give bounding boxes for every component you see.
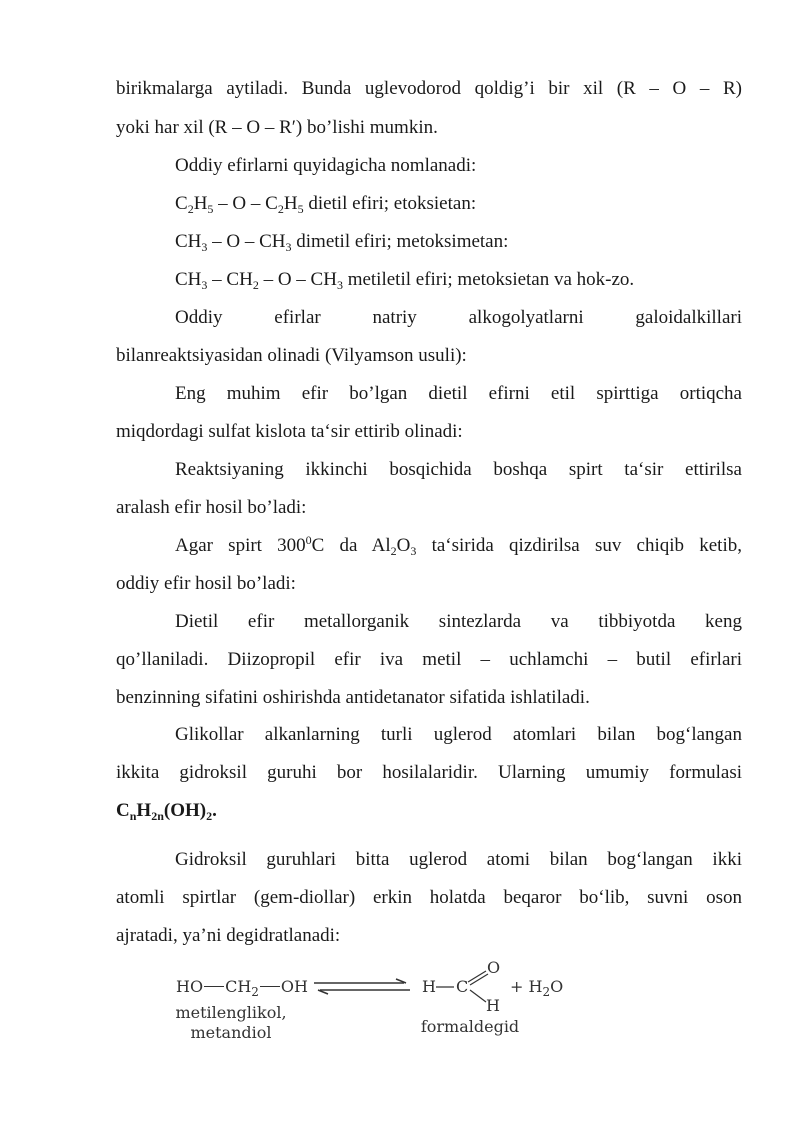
paragraph-line: benzinning sifatini oshirishda antidetanator sifatida ishlatiladi.: [116, 687, 590, 708]
example-diethyl-ether: $C_2H_5$ – O – $C_2H_5$ dietil efiri; etoksietan:: [175, 193, 477, 216]
paragraph-line: miqdordagi sulfat kislota ta‘sir ettirib olinadi:: [116, 421, 463, 442]
formaldehyde-carbon: C: [456, 977, 469, 996]
paragraph-line: Oddiy efirlarni quyidagicha nomlanadi:: [175, 155, 477, 176]
paragraph-line: ajratadi, ya’ni degidratlanadi:: [116, 925, 341, 946]
paragraph-line: Dietil efir metallorganik sintezlarda va tibbiyotda keng: [175, 611, 742, 632]
paragraph-line: Eng muhim efir bo’lgan dietil efirni etil spirttiga ortiqcha: [175, 383, 742, 404]
equilibrium-arrow-icon: [312, 978, 412, 998]
reaction-right-label: formaldegid: [420, 1017, 520, 1036]
paragraph-line: yoki har xil (R – O – R′) bo’lishi mumkin.: [116, 117, 438, 138]
bond-line-icon: [436, 982, 456, 992]
paragraph-line: oddiy efir hosil bo’ladi:: [116, 573, 296, 594]
paragraph-line: ikkita gidroksil guruhi bor hosilalaridir. Ularning umumiy formulasi: [116, 762, 742, 783]
formaldehyde-h-left: H: [422, 977, 436, 996]
example-dimethyl-ether: $CH_3$ – O – $CH_3$ dimetil efiri; metoksimetan:: [175, 231, 509, 254]
reaction-left-formula: HO $CH_2$ OH: [176, 977, 308, 999]
paragraph-line: Reaktsiyaning ikkinchi bosqichida boshqa spirt ta‘sir ettirilsa: [175, 459, 742, 480]
water-product: + $H_2O$: [510, 977, 564, 999]
paragraph-line: Oddiy efirlar natriy alkogolyatlarni galoidalkillari: [175, 307, 742, 328]
paragraph-line: Agar spirt $300^0C$ da $Al_2O_3$ ta‘sirida qizdirilsa suv chiqib ketib,: [175, 533, 742, 558]
paragraph-line: bilanreaktsiyasidan olinadi (Vilyamson usuli):: [116, 345, 467, 366]
paragraph-line: qo’llaniladi. Diizopropil efir iva metil – uchlamchi – butil efirlari: [116, 649, 742, 670]
reaction-left-label: metilenglikol, metandiol: [175, 1003, 287, 1042]
paragraph-line: Gidroksil guruhlari bitta uglerod atomi bilan bog‘langan ikki: [175, 849, 742, 870]
formaldehyde-oxygen: O: [487, 958, 501, 977]
paragraph-line: atomli spirtlar (gem-diollar) erkin holatda beqaror bo‘lib, suvni oson: [116, 887, 742, 908]
paragraph-line: Glikollar alkanlarning turli uglerod atomlari bilan bog‘langan: [175, 724, 742, 745]
paragraph-line: birikmalarga aytiladi. Bunda uglevodorod qoldig’i bir xil (R – O – R): [116, 78, 742, 99]
glycol-general-formula: $C_nH_{2n}(OH)_2$.: [116, 800, 217, 823]
paragraph-line: aralash efir hosil bo’ladi:: [116, 497, 307, 518]
example-methylethyl-ether: $CH_3 - CH_2$ – O – $CH_3$ metiletil efiri; metoksietan va hok-zo.: [175, 269, 635, 292]
formaldehyde-h-bottom: H: [486, 996, 500, 1015]
